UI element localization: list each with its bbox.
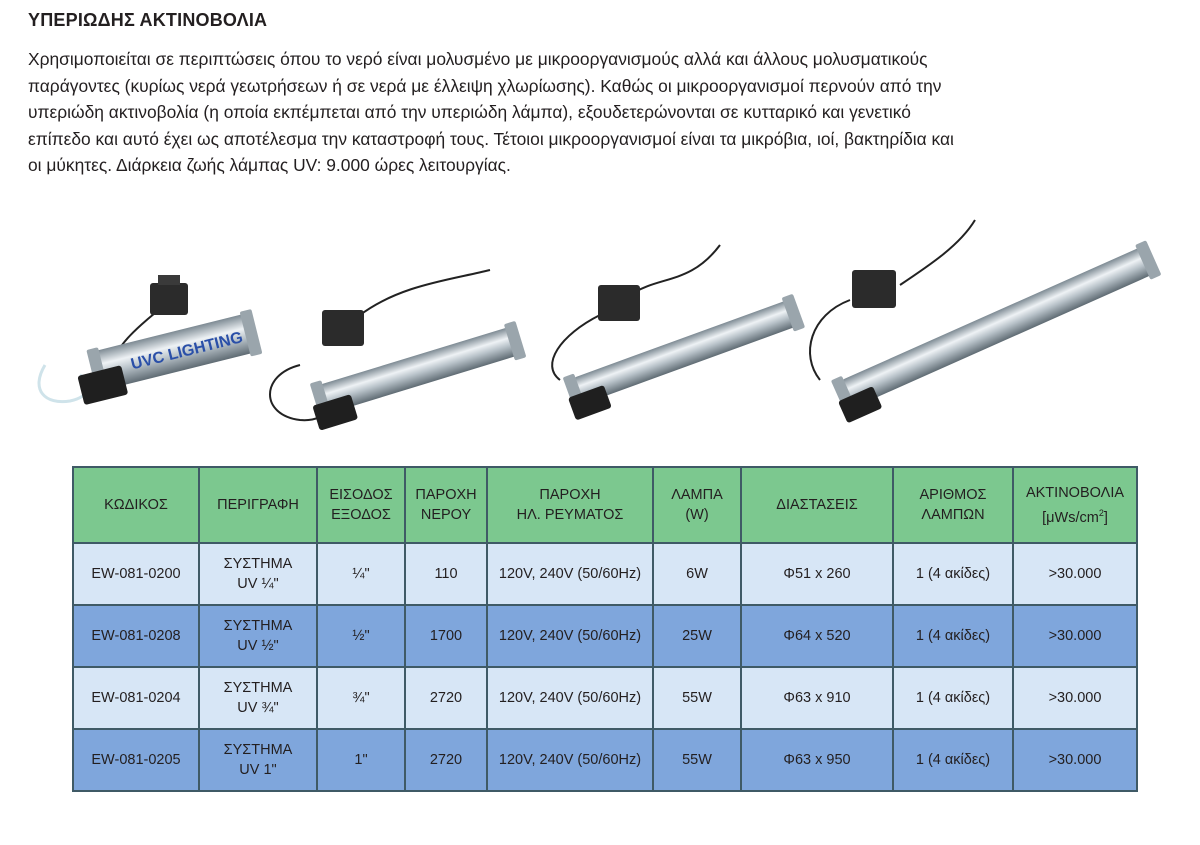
cell-description: ΣΥΣΤΗΜΑ UV ¼" [199,543,317,605]
header-lamp-count: ΑΡΙΘΜΟΣ ΛΑΜΠΩΝ [893,467,1013,543]
cell-power-supply: 120V, 240V (50/60Hz) [487,543,653,605]
table-row [73,605,1137,667]
cell-radiation: >30.000 [1013,729,1137,791]
cell-water-flow: 110 [405,543,487,605]
header-lamp-wattage: ΛΑΜΠΑ (W) [653,467,741,543]
cell-inlet-outlet: ¾" [317,667,405,729]
intro-line: οι μύκητες. Διάρκεια ζωής λάμπας UV: 9.000 ώρες λειτουργίας. [28,155,511,175]
intro-line: παράγοντες (κυρίως νερά γεωτρήσεων ή σε νερά με έλλειψη χλωρίωσης). Καθώς οι μικροοργανισμοί περνούν από την [28,75,942,96]
cell-description: ΣΥΣΤΗΜΑ UV ½" [199,605,317,667]
cell-lamp-count: 1 (4 ακίδες) [893,543,1013,605]
cell-dimensions: Φ64 x 520 [741,605,893,667]
cell-code: EW-081-0204 [73,667,199,729]
cell-lamp-wattage: 55W [653,667,741,729]
cell-water-flow: 1700 [405,605,487,667]
cell-water-flow: 2720 [405,667,487,729]
intro-line: επίπεδο και αυτό έχει ως αποτέλεσμα την καταστροφή τους. Τέτοιοι μικροοργανισμοί είναι τα μικρόβια, ιοί, βακτηρίδια και [28,128,954,149]
table-header-row [73,467,1137,543]
product-photos [0,205,1200,455]
header-water-flow: ΠΑΡΟΧΗ ΝΕΡΟΥ [405,467,487,543]
page-heading: ΥΠΕΡΙΩΔΗΣ ΑΚΤΙΝΟΒΟΛΙΑ [28,10,268,30]
header-description: ΠΕΡΙΓΡΑΦΗ [199,467,317,543]
cell-description: ΣΥΣΤΗΜΑ UV 1" [199,729,317,791]
cell-lamp-count: 1 (4 ακίδες) [893,729,1013,791]
uv-system-half-inch-image [270,270,529,431]
table-row [73,543,1137,605]
cell-dimensions: Φ63 x 950 [741,729,893,791]
intro-line: Χρησιμοποιείται σε περιπτώσεις όπου το νερό είναι μολυσμένο με μικροοργανισμούς αλλά και άλλους μολυσματικούς [28,49,928,69]
cell-power-supply: 120V, 240V (50/60Hz) [487,729,653,791]
intro-paragraph [28,46,1178,179]
header-inlet-outlet: ΕΙΣΟΔΟΣ ΕΞΟΔΟΣ [317,467,405,543]
header-code: ΚΩΔΙΚΟΣ [73,467,199,543]
header-radiation: ΑΚΤΙΝΟΒΟΛΙΑ $[\mu Ws/cm^2]$ [1013,467,1137,543]
cell-inlet-outlet: ¼" [317,543,405,605]
cell-description: ΣΥΣΤΗΜΑ UV ¾" [199,667,317,729]
cell-radiation: >30.000 [1013,667,1137,729]
table-row [73,729,1137,791]
cell-power-supply: 120V, 240V (50/60Hz) [487,605,653,667]
cell-code: EW-081-0208 [73,605,199,667]
cell-code: EW-081-0205 [73,729,199,791]
header-dimensions: ΔΙΑΣΤΑΣΕΙΣ [741,467,893,543]
table-row [73,667,1137,729]
cell-lamp-wattage: 6W [653,543,741,605]
cell-inlet-outlet: ½" [317,605,405,667]
cell-power-supply: 120V, 240V (50/60Hz) [487,667,653,729]
cell-dimensions: Φ63 x 910 [741,667,893,729]
cell-radiation: >30.000 [1013,605,1137,667]
uv-system-one-inch-image [810,220,1165,423]
cell-inlet-outlet: 1" [317,729,405,791]
uv-system-small-image [39,275,264,405]
cell-water-flow: 2720 [405,729,487,791]
cell-dimensions: Φ51 x 260 [741,543,893,605]
cell-lamp-wattage: 25W [653,605,741,667]
cell-code: EW-081-0200 [73,543,199,605]
cell-lamp-count: 1 (4 ακίδες) [893,667,1013,729]
product-label-text: UVC LIGHTING [129,329,245,374]
cell-lamp-wattage: 55W [653,729,741,791]
cell-lamp-count: 1 (4 ακίδες) [893,605,1013,667]
uv-system-three-quarter-inch-image [552,245,808,420]
header-power-supply: ΠΑΡΟΧΗ ΗΛ. ΡΕΥΜΑΤΟΣ [487,467,653,543]
cell-radiation: >30.000 [1013,543,1137,605]
intro-line: υπεριώδη ακτινοβολία (η οποία εκπέμπεται από την υπεριώδη λάμπα), εξουδετερώνονται σε κυτταρικό και γενετικό [28,102,911,122]
specifications-table [72,466,1138,792]
